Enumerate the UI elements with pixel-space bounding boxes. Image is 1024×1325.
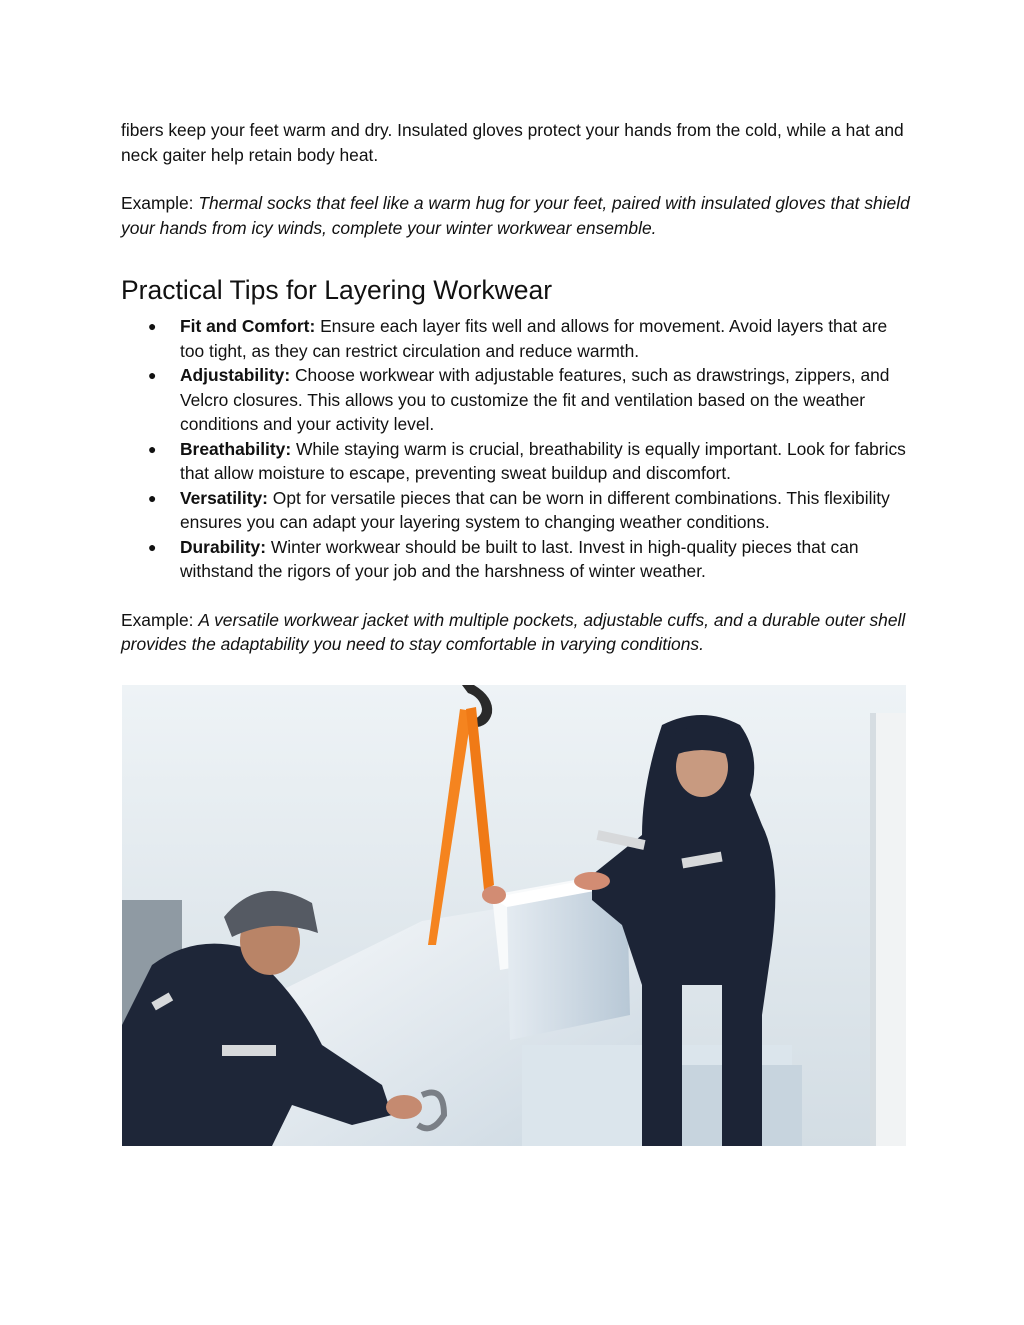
tip-term: Versatility: bbox=[180, 487, 268, 508]
bullet-icon: ● bbox=[148, 440, 157, 457]
bullet-icon: ● bbox=[148, 538, 157, 555]
tip-text: Choose workwear with adjustable features, such as drawstrings, zippers, and Velcro closures. This allows you to customize the fit and ventilation based on the weather conditions and your activity level. bbox=[180, 365, 890, 434]
list-item bbox=[121, 535, 911, 584]
tip-text: Winter workwear should be built to last. Invest in high-quality pieces that can withstand the rigors of your job and the harshness of winter weather. bbox=[180, 536, 859, 581]
example-label: Example: bbox=[121, 609, 199, 630]
document-page bbox=[121, 118, 911, 657]
tips-list bbox=[121, 314, 911, 584]
tip-text: Opt for versatile pieces that can be worn in different combinations. This flexibility ensures you can adapt your layering system to changing weather conditions. bbox=[180, 487, 890, 532]
tip-text: While staying warm is crucial, breathability is equally important. Look for fabrics that allow moisture to escape, preventing sweat buildup and discomfort. bbox=[180, 438, 906, 483]
tip-term: Breathability: bbox=[180, 438, 292, 459]
example-paragraph-1 bbox=[121, 191, 911, 240]
workers-photo bbox=[122, 685, 906, 1146]
list-item bbox=[121, 314, 911, 363]
example-text: A versatile workwear jacket with multiple pockets, adjustable cuffs, and a durable outer shell provides the adaptability you need to stay comfortable in varying conditions. bbox=[121, 609, 906, 654]
tip-term: Fit and Comfort: bbox=[180, 316, 316, 336]
bullet-icon: ● bbox=[148, 367, 157, 383]
list-item bbox=[121, 437, 911, 486]
list-item bbox=[121, 486, 911, 535]
example-paragraph-2 bbox=[121, 608, 911, 657]
bullet-icon: ● bbox=[148, 489, 157, 506]
example-text: Thermal socks that feel like a warm hug for your feet, paired with insulated gloves that shield your hands from icy winds, complete your winter workwear ensemble. bbox=[121, 193, 910, 238]
tip-text: Ensure each layer fits well and allows for movement. Avoid layers that are too tight, as they can restrict circulation and reduce warmth. bbox=[180, 316, 888, 361]
intro-paragraph: fibers keep your feet warm and dry. Insulated gloves protect your hands from the cold, while a hat and neck gaiter help retain body heat. bbox=[121, 120, 904, 165]
tip-term: Adjustability: bbox=[180, 365, 291, 385]
workers-illustration bbox=[122, 685, 906, 1146]
section-heading: Practical Tips for Layering Workwear bbox=[121, 275, 553, 305]
example-label: Example: bbox=[121, 193, 199, 213]
bullet-icon: ● bbox=[148, 318, 157, 334]
tip-term: Durability: bbox=[180, 536, 266, 557]
list-item bbox=[121, 363, 911, 437]
